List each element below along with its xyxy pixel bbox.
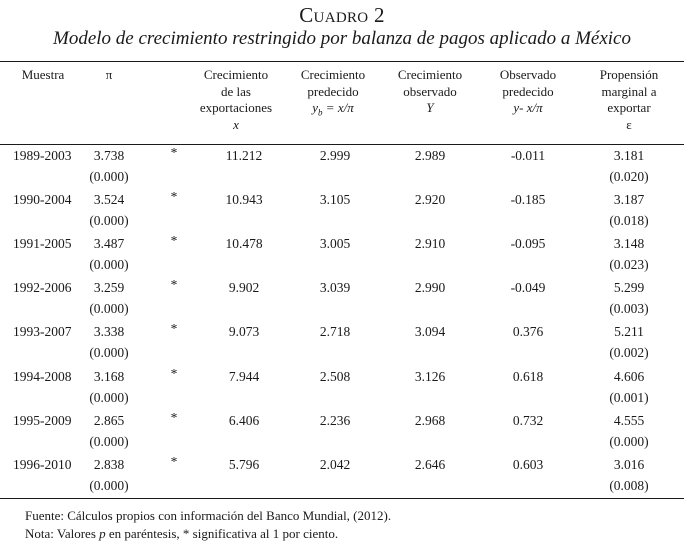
export-propensity-cell: 4.555 [613,412,645,428]
table-row [0,410,684,454]
export-propensity-cell: 3.016 [613,456,645,472]
header-yb-line1: Crecimiento [300,67,366,82]
header-eps-line3: exportar [607,100,651,115]
sample-period-cell: 1993-2007 [13,324,72,340]
header-eps-line1: Propensión [599,67,659,82]
sample-period-cell: 1989-2003 [13,148,72,163]
pi-value-cell: 2.838 [93,456,125,472]
significance-mark: * [170,189,178,205]
observed-minus-predicted-cell: 0.618 [512,368,544,384]
sample-period-cell: 1992-2006 [13,280,72,296]
observed-minus-predicted-cell: -0.095 [510,236,546,252]
export-propensity-cell: 3.187 [613,192,645,208]
source-note: Fuente: Cálculos propios con información del Banco Mundial, (2012). [25,508,392,523]
table-row [0,454,684,498]
observed-growth-cell: 2.646 [414,456,446,472]
sample-period-cell: 1990-2004 [13,192,72,208]
sample-period-cell: 1994-2008 [13,368,72,384]
header-yb-line2: predecido [307,83,359,99]
export-growth-cell: 5.796 [228,456,260,472]
observed-minus-predicted-cell: 0.732 [512,412,544,428]
export-growth-cell: 11.212 [225,148,263,163]
observed-growth-cell: 3.126 [414,368,446,384]
significance-mark: * [170,233,178,249]
export-growth-cell: 10.478 [225,236,263,252]
export-propensity-pvalue-cell: (0.003) [609,301,649,317]
pi-pvalue-cell: (0.000) [89,433,129,449]
export-propensity-pvalue-cell: (0.000) [609,433,649,449]
header-crecimiento-observado [380,67,480,117]
header-yb-sym-rest: = x/π [322,100,354,115]
export-propensity-cell: 4.606 [613,368,645,384]
export-growth-cell: 10.943 [225,192,263,208]
header-muestra-text: Muestra [21,67,65,82]
header-x-line2: de las [221,83,251,99]
table-caption-label: Cuadro 2 [299,3,385,27]
export-growth-cell: 6.406 [228,412,260,428]
pi-value-cell: 3.487 [93,236,125,252]
predicted-growth-cell: 2.999 [319,148,351,163]
header-crecimiento-exportaciones [186,67,286,133]
observed-growth-cell: 2.968 [414,412,446,428]
significance-mark: * [170,145,178,160]
pi-value-cell: 3.738 [93,148,125,163]
pi-value-cell: 2.865 [93,412,125,428]
pi-pvalue-cell: (0.000) [89,169,129,184]
header-observado-predecido [478,67,578,117]
header-pi-text: π [105,67,113,82]
export-propensity-pvalue-cell: (0.002) [609,345,649,361]
export-growth-cell: 7.944 [228,368,260,384]
sample-period-cell: 1991-2005 [13,236,72,252]
significance-mark: * [170,277,178,293]
pi-value-cell: 3.168 [93,368,125,384]
header-yb-symbol [283,100,383,121]
observed-growth-cell: 2.920 [414,192,446,208]
observed-growth-cell: 2.990 [414,280,446,296]
predicted-growth-cell: 3.005 [319,236,351,252]
predicted-growth-cell: 2.236 [319,412,351,428]
significance-mark: * [170,453,178,469]
pi-pvalue-cell: (0.000) [89,213,129,229]
header-propension-marginal [579,67,679,133]
pi-value-cell: 3.338 [93,324,125,340]
bottom-rule [0,498,684,499]
export-propensity-pvalue-cell: (0.001) [609,389,649,405]
significance-note [25,526,338,542]
note-prefix: Nota: Valores [25,526,100,541]
header-pi [80,67,138,84]
export-propensity-pvalue-cell: (0.023) [609,257,649,273]
pi-pvalue-cell: (0.000) [89,301,129,317]
significance-mark: * [170,321,178,337]
predicted-growth-cell: 2.042 [319,456,351,472]
export-propensity-cell: 5.211 [614,324,644,340]
header-crecimiento-predecido [283,67,383,121]
observed-minus-predicted-cell: 0.603 [512,456,544,472]
predicted-growth-cell: 3.039 [319,280,351,296]
sample-period-cell: 1995-2009 [13,412,72,428]
table-row [0,145,684,189]
pi-pvalue-cell: (0.000) [89,345,129,361]
pi-pvalue-cell: (0.000) [89,389,129,405]
export-growth-cell: 9.902 [228,280,260,296]
pi-pvalue-cell: (0.000) [89,257,129,273]
table-row [0,321,684,365]
header-dif-line2: predecido [502,83,554,99]
table-caption-title: Modelo de crecimiento restringido por balanza de pagos aplicado a México [53,28,631,49]
pi-value-cell: 3.524 [93,192,125,208]
header-dif-line1: Observado [499,67,557,82]
observed-minus-predicted-cell: -0.011 [510,148,546,163]
significance-mark: * [170,365,178,381]
table-row [0,189,684,233]
observed-growth-cell: 2.989 [414,148,446,163]
predicted-growth-cell: 2.508 [319,368,351,384]
note-p-symbol: p [99,526,106,541]
predicted-growth-cell: 3.105 [319,192,351,208]
header-eps-line4: ε [626,116,632,132]
predicted-growth-cell: 2.718 [319,324,351,340]
observed-minus-predicted-cell: -0.049 [510,280,546,296]
header-x-symbol: x [233,116,239,132]
header-y-line1: Crecimiento [397,67,463,82]
export-propensity-cell: 5.299 [613,280,645,296]
sample-period-cell: 1996-2010 [13,456,72,472]
header-x-line3: exportaciones [199,100,273,115]
pi-pvalue-cell: (0.000) [89,477,129,493]
observed-growth-cell: 2.910 [414,236,446,252]
header-y-line2: observado [403,83,457,99]
observed-minus-predicted-cell: -0.185 [510,192,546,208]
note-suffix: en paréntesis, * significativa al 1 por ciento. [105,526,339,541]
significance-mark: * [170,409,178,425]
export-propensity-cell: 3.148 [613,236,645,252]
header-muestra [8,67,78,84]
table-row [0,277,684,321]
header-yb-sym-sub: b [318,107,323,118]
table-row [0,233,684,277]
export-propensity-pvalue-cell: (0.008) [609,477,649,493]
export-propensity-cell: 3.181 [613,148,645,163]
export-propensity-pvalue-cell: (0.018) [609,213,649,229]
table-row [0,366,684,410]
top-rule [0,61,684,62]
header-yb-sym-base: y [312,100,319,115]
export-propensity-pvalue-cell: (0.020) [609,169,649,184]
header-eps-line2: marginal a [601,83,657,99]
header-y-symbol: Y [426,100,434,115]
observed-growth-cell: 3.094 [414,324,446,340]
pi-value-cell: 3.259 [93,280,125,296]
header-x-line1: Crecimiento [203,67,269,82]
header-dif-line3: y- x/π [513,100,543,115]
observed-minus-predicted-cell: 0.376 [512,324,544,340]
export-growth-cell: 9.073 [228,324,260,340]
